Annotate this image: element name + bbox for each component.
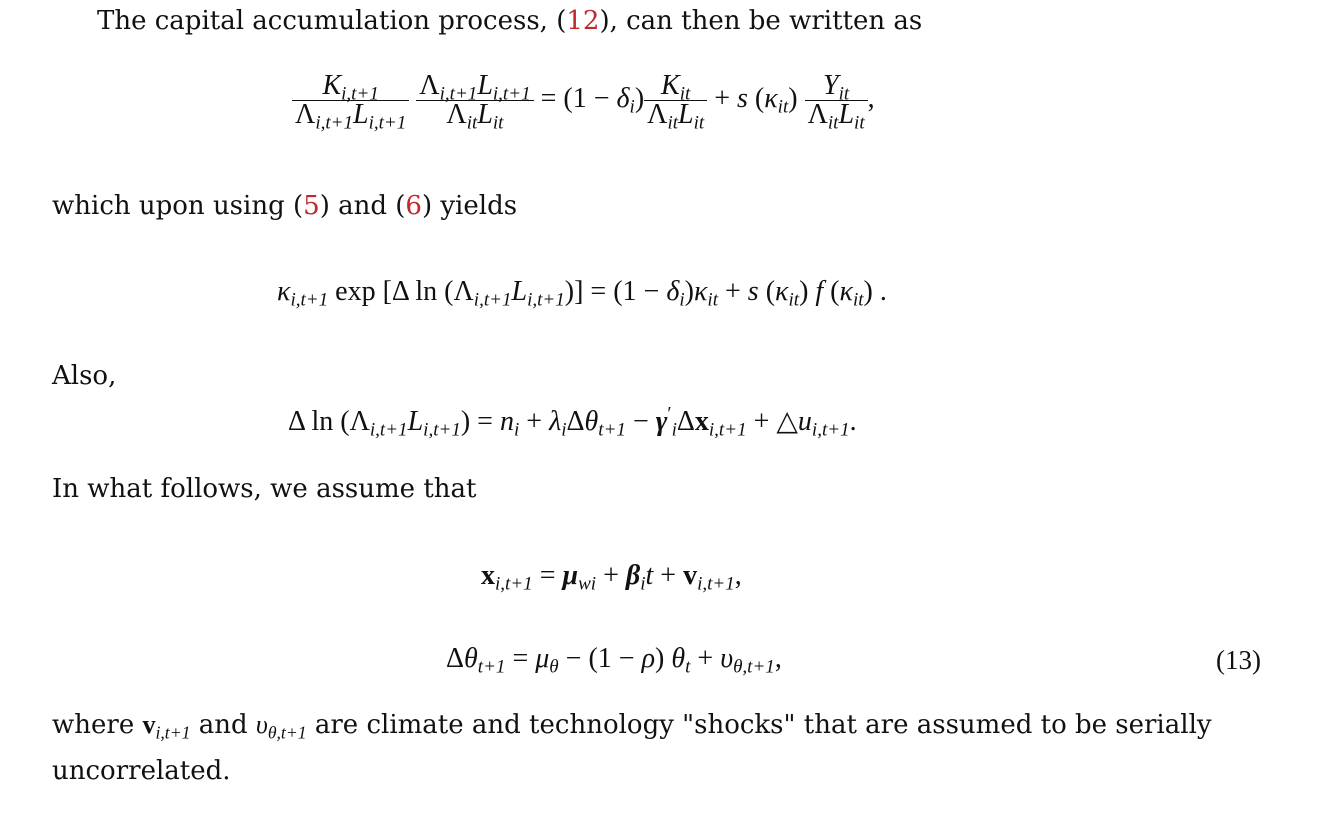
- paragraph-where-shocks: [52, 710, 1212, 743]
- equation-ref-12[interactable]: 12: [566, 6, 600, 36]
- inline-math-v-shock: $v_{i,t+1}$: [142, 710, 191, 743]
- text-span: ) and (: [319, 191, 406, 221]
- paragraph-where-shocks-line2: uncorrelated.: [52, 756, 231, 786]
- paragraph-which-upon: [52, 193, 517, 219]
- paragraph-also: Also,: [52, 361, 117, 391]
- equation-kappa-dynamics: $\kappa_{i,t+1}$ exp [Δ $\ln (\Lambda_{i,t+1}L_{i,t+1})] = (1 - \delta_i)\kappa_{it} + s$ $(\kappa_{it})$ f $(\kappa_{it})$ .: [277, 276, 887, 311]
- text-span: ) yields: [421, 191, 518, 221]
- text-span: The capital accumulation process, (: [97, 6, 567, 36]
- text-span: which upon using (: [52, 191, 304, 221]
- equation-ref-5[interactable]: 5: [303, 191, 320, 221]
- equation-ref-6[interactable]: 6: [405, 191, 422, 221]
- text-span: are climate and technology "shocks" that are assumed to be serially: [306, 710, 1212, 740]
- paragraph-in-what-follows: In what follows, we assume that: [52, 474, 477, 504]
- equation-technology-process: $\Delta\theta_{t+1} = \mu_\theta - (1 - \rho) \theta_t + \upsilon_{\theta,t+1}$,: [446, 643, 782, 678]
- inline-math-upsilon-shock: $\upsilon_{\theta,t+1}$: [255, 710, 307, 743]
- text-span: and: [190, 710, 256, 740]
- text-span: where: [52, 710, 143, 740]
- paragraph-intro: [97, 8, 922, 34]
- equation-effective-labor-growth: Δ $\ln (\Lambda_{i,t+1}L_{i,t+1}) = n_i + \lambda_i\Delta\theta_{t+1} - \gamma'_i\Delta x_{i,t+1}$ + $\triangle u_{i,t+1}$.: [288, 403, 857, 441]
- text-span: ), can then be written as: [599, 6, 923, 36]
- equation-capital-accumulation: $\frac{K_{i,t+1}}{\Lambda_{i,t+1}L_{i,t+1}}$ $\frac{\Lambda_{i,t+1}L_{i,t+1}}{\Lambda_{it}L_{it}}$ = $(1 - \delta_i)$ $\frac{K_{it}}{\Lambda_{it}L_{it}}$ + s $(\kappa_{it})$ $\frac{Y_{it}}{\Lambda_{it}L_{it}}$ ,: [292, 72, 875, 129]
- equation-number-13: (13): [1216, 645, 1261, 675]
- equation-climate-trend: $x_{i,t+1} = \mu_{wi} + \beta_it + v_{i,t+1}$,: [481, 560, 742, 595]
